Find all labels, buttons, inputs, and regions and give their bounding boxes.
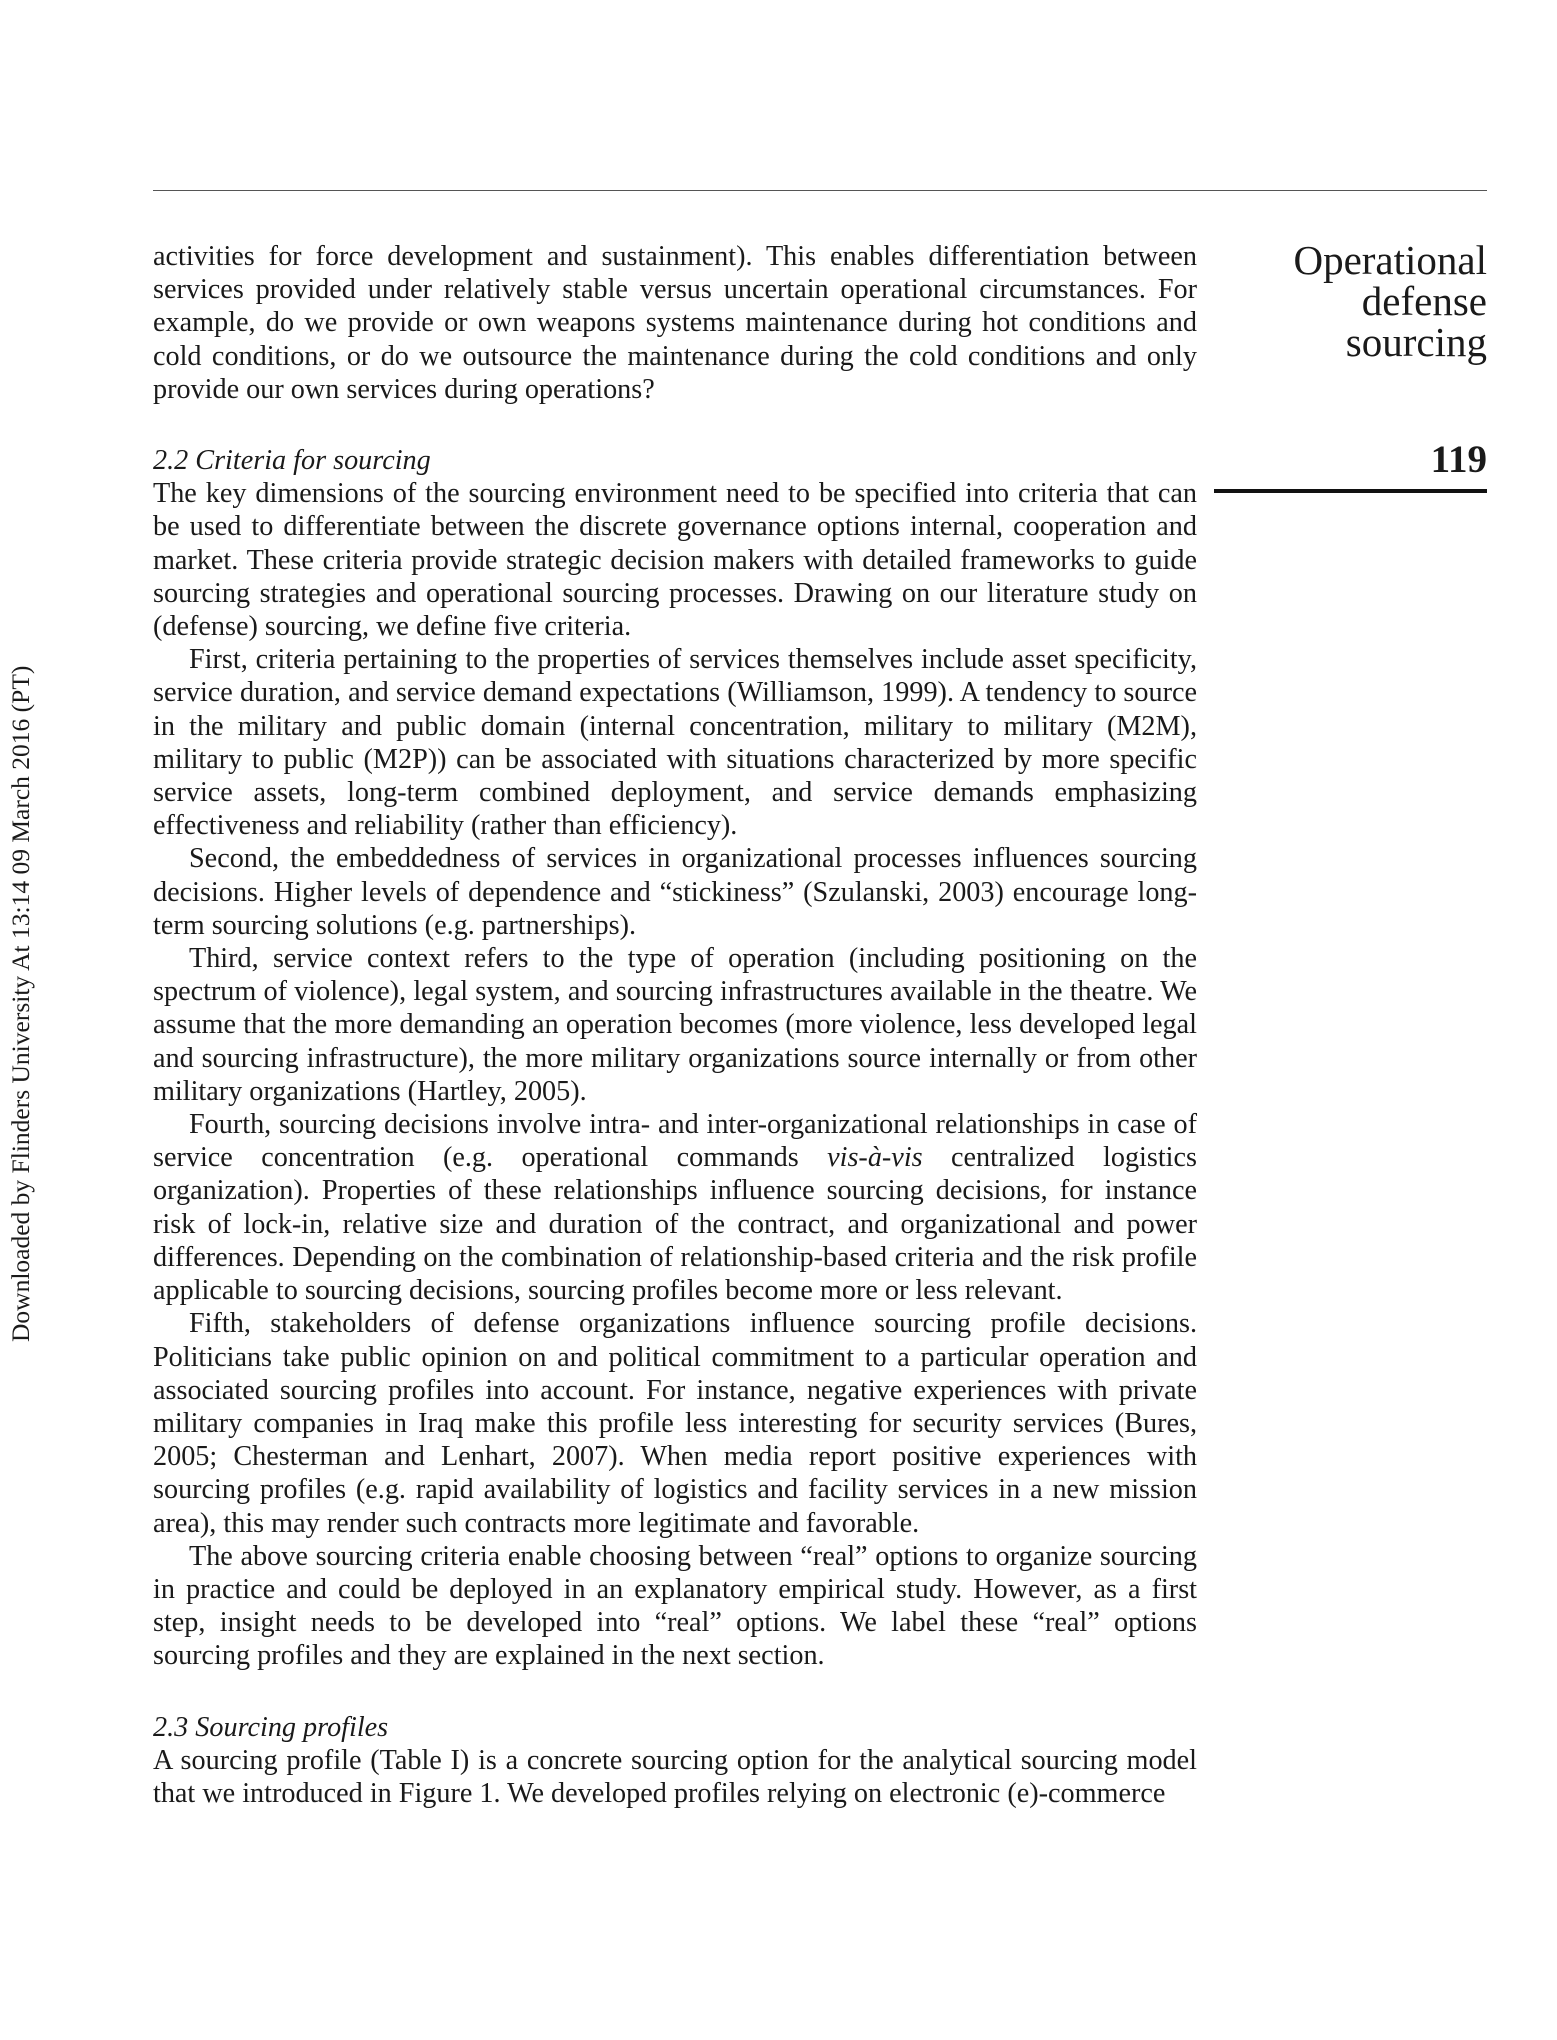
paragraph-first-criterion: First, criteria pertaining to the properties of services themselves include asset specificity, service duration, and service demand expectations (Williamson, 1999). A tendency to source in the military and public domain (internal concentration, military to military (M2M), military to public (M2P)) can be associated with situations characterized by more specific service assets, long-term combined deployment, and service demands emphasizing effectiveness and reliability (rather than efficiency).	[153, 644, 1197, 842]
article-body	[153, 240, 1197, 1810]
page-number-rule	[1214, 489, 1487, 493]
running-head-line-1: Operational	[1293, 237, 1487, 283]
paragraph-third-criterion: Third, service context refers to the type of operation (including positioning on the spectrum of violence), legal system, and sourcing infrastructures available in the theatre. We assume that the more demanding an operation becomes (more violence, less developed legal and sourcing infrastructure), the more military organizations source internally or from other military organizations (Hartley, 2005).	[153, 943, 1197, 1107]
running-head	[1293, 237, 1487, 365]
paragraph-fourth-italic: vis-à-vis	[827, 1142, 923, 1174]
download-watermark: Downloaded by Flinders University At 13:14 09 March 2016 (PT)	[6, 665, 35, 1342]
paragraph-intro: activities for force development and sustainment). This enables differentiation between services provided under relatively stable versus uncertain operational circumstances. For example, do we provide or own weapons systems maintenance during hot conditions and cold conditions, or do we outsource the maintenance during the cold conditions and only provide our own services during operations?	[153, 241, 1197, 405]
paragraph-criteria-intro: The key dimensions of the sourcing environment need to be specified into criteria that can be used to differentiate between the discrete governance options internal, cooperation and market. These criteria provide strategic decision makers with detailed frameworks to guide sourcing strategies and operational sourcing processes. Drawing on our literature study on (defense) sourcing, we define five criteria.	[153, 478, 1197, 643]
paragraph-fourth-part-a: Fourth, sourcing decisions involve intra- and inter-organizational relationships in case of service concentration (e.g. operational commands	[153, 1109, 1197, 1174]
running-head-line-2: defense	[1361, 278, 1487, 324]
paragraph-fourth-criterion	[153, 1108, 1197, 1307]
running-head-line-3: sourcing	[1345, 319, 1487, 365]
paragraph-criteria-summary: The above sourcing criteria enable choosing between “real” options to organize sourcing in practice and could be deployed in an explanatory empirical study. However, as a first step, insight needs to be developed into “real” options. We label these “real” options sourcing profiles and they are explained in the next section.	[153, 1540, 1197, 1672]
section-heading-profiles: 2.3 Sourcing profiles	[153, 1711, 389, 1743]
header-rule	[153, 190, 1487, 191]
paragraph-fifth-criterion: Fifth, stakeholders of defense organizations influence sourcing profile decisions. Politicians take public opinion on and political commitment to a particular operation and associated sourcing profiles into account. For instance, negative experiences with private military companies in Iraq make this profile less interesting for security services (Bures, 2005; Chesterman and Lenhart, 2007). When media report positive experiences with sourcing profiles (e.g. rapid availability of logistics and facility services in a new mission area), this may render such contracts more legitimate and favorable.	[153, 1308, 1197, 1539]
paragraph-second-criterion: Second, the embeddedness of services in organizational processes influences sourcing decisions. Higher levels of dependence and “stickiness” (Szulanski, 2003) encourage long-term sourcing solutions (e.g. partnerships).	[153, 843, 1197, 941]
section-heading-criteria: 2.2 Criteria for sourcing	[153, 445, 431, 477]
paragraph-profiles-intro: A sourcing profile (Table I) is a concrete sourcing option for the analytical sourcing model that we introduced in Figure 1. We developed profiles relying on electronic (e)-commerce	[153, 1744, 1197, 1809]
page-number: 119	[1430, 438, 1487, 481]
paragraph-fourth-part-b: centralized logistics organization). Properties of these relationships influence sourcing decisions, for instance risk of lock-in, relative size and duration of the contract, and organizational and power differences. Depending on the combination of relationship-based criteria and the risk profile applicable to sourcing decisions, sourcing profiles become more or less relevant.	[153, 1142, 1197, 1307]
